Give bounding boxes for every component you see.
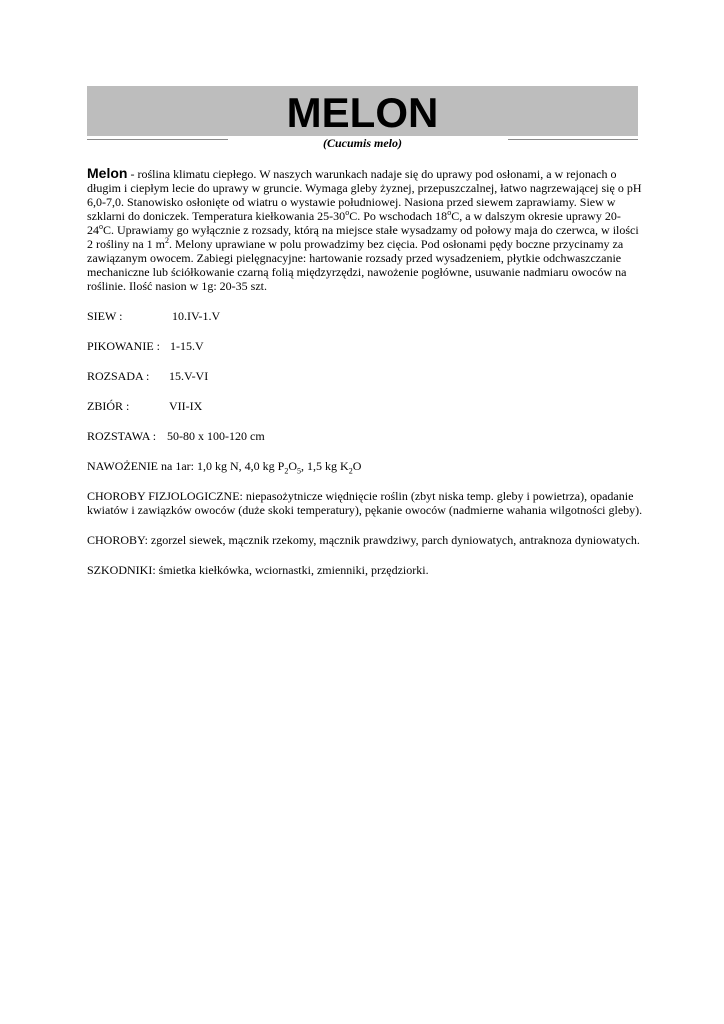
intro-lead-word: Melon [87, 165, 128, 181]
nawozenie-text-1: na 1ar: 1,0 kg N, 4,0 kg P [158, 459, 285, 473]
latin-name: (Cucumis melo) [322, 136, 402, 150]
nawozenie-text-3: , 1,5 kg K [301, 459, 349, 473]
pikowanie-row [87, 339, 647, 353]
zbior-row [87, 399, 647, 413]
intro-text-3: C, a w dalszym okresie uprawy 20-24 [87, 209, 621, 237]
siew-row [87, 309, 647, 323]
choroby-fizjologiczne-paragraph: CHOROBY FIZJOLOGICZNE: niepasożytnicze więdnięcie roślin (zbyt niska temp. gleby i powietrza), opadanie kwiatów i zawiązków owoców (duże skoki temperatury), pękanie owoców (nadmierne wahania wilgotności gleby). [87, 489, 643, 517]
nawozenie-text-2: O [288, 459, 298, 473]
rozstawa-row [87, 429, 647, 443]
rozsada-value: 15.V-VI [169, 369, 209, 383]
rozstawa-label: ROZSTAWA : [87, 429, 157, 443]
choroby-paragraph: CHOROBY: zgorzel siewek, mącznik rzekomy, mącznik prawdziwy, parch dyniowatych, antraknoza dyniowatych. [87, 533, 640, 547]
intro-text-1: - roślina klimatu ciepłego. W naszych warunkach nadaje się do uprawy pod osłonami, a w rejonach o długim i ciepłym lecie do uprawy w gruncie. Wymaga gleby żyznej, przepuszczalnej, łatwo nagrzewającej się o pH 6,0-7,0. Stanowisko osłonięte od wiatru o wystawie południowej. Nasiona przed siewem zaprawiamy. Siew w szklarni do doniczek. Temperatura kiełkowania 25-30 [87, 167, 642, 223]
document-body [87, 166, 647, 593]
siew-label: SIEW : [87, 309, 123, 323]
degree-sup-3: o [99, 222, 103, 231]
intro-paragraph [87, 166, 647, 293]
intro-text-5: . Melony uprawiane w polu prowadzimy bez cięcia. Pod osłonami pędy boczne przycinamy za zawiązanym owocem. Zabiegi pielęgnacyjne: hartowanie rozsady przed wysadzeniem, płytkie odchwaszczanie mechaniczne lub ściółkowanie czarną folią międzyrzędzi, nawożenie pogłówne, usuwanie nadmiaru owoców na roślinie. Ilość nasion w 1g: 20-35 szt. [87, 237, 627, 293]
pikowanie-label: PIKOWANIE : [87, 339, 160, 353]
nawozenie-sub-2: 5 [297, 466, 302, 476]
nawozenie-text-4: O [352, 459, 362, 473]
degree-sup-2: o [447, 208, 452, 217]
nawozenie-label: NAWOŻENIE [87, 459, 159, 473]
degree-sup-1: o [345, 208, 350, 217]
square-sup: 2 [165, 236, 169, 245]
intro-text-4: C. Uprawiamy go wyłącznie z rozsady, którą na miejsce stałe wysadzamy od połowy maja do czerwca, w ilości 2 rośliny na 1 m [87, 223, 639, 251]
rozsada-label: ROZSADA : [87, 369, 150, 383]
nawozenie-paragraph [87, 459, 647, 476]
zbior-label: ZBIÓR : [87, 399, 130, 413]
szkodniki-paragraph: SZKODNIKI: śmietka kiełkówka, wciornastki, zmienniki, przędziorki. [87, 563, 429, 577]
pikowanie-value: 1-15.V [170, 339, 204, 353]
rozsada-row [87, 369, 647, 383]
page-title: MELON [286, 89, 439, 136]
intro-text-2: C. Po wschodach 18 [349, 209, 448, 223]
zbior-value: VII-IX [169, 399, 203, 413]
rozstawa-value: 50-80 x 100-120 cm [167, 429, 265, 443]
title-banner [87, 86, 638, 136]
nawozenie-sub-3: 2 [348, 466, 353, 476]
siew-value: 10.IV-1.V [172, 309, 221, 323]
nawozenie-sub-1: 2 [284, 466, 289, 476]
